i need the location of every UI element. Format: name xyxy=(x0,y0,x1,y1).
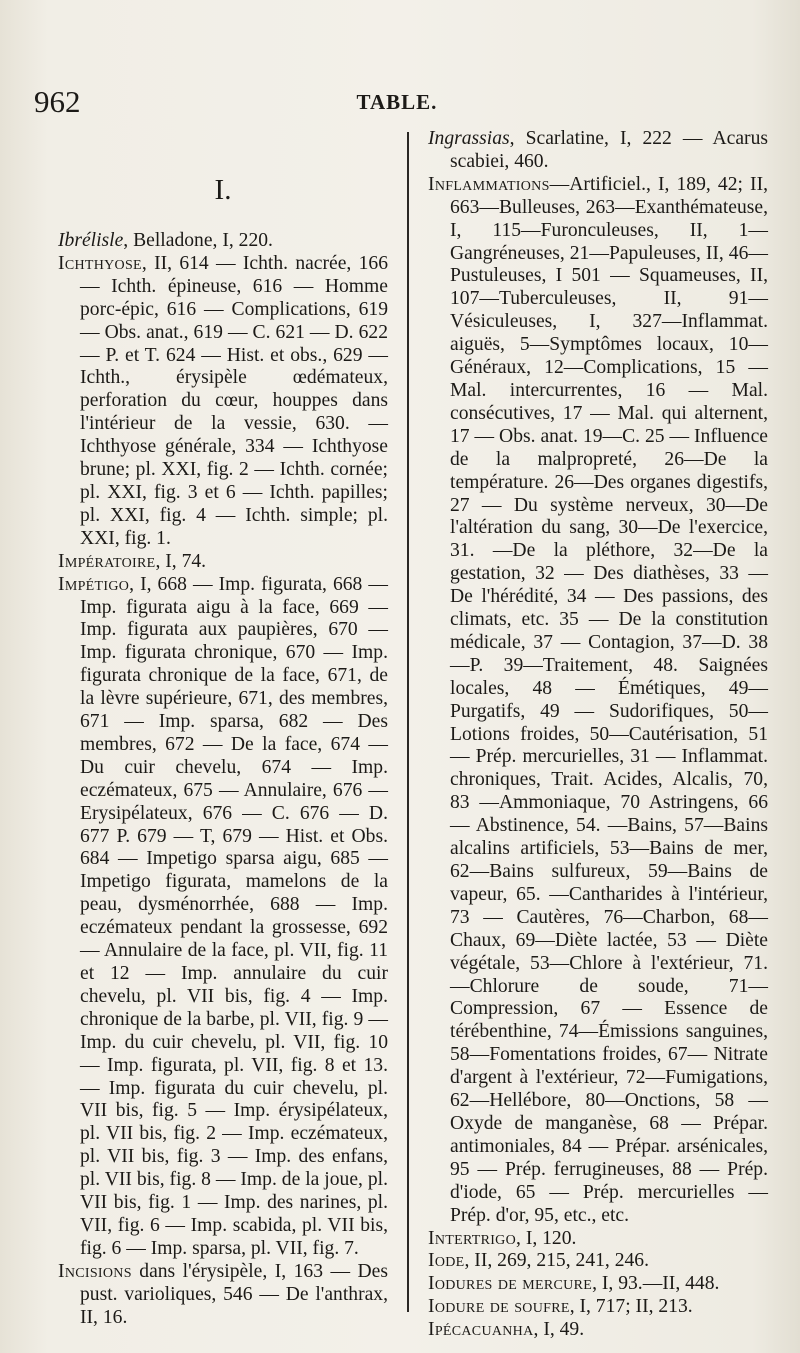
running-title: TABLE. xyxy=(356,90,438,114)
section-letter: I. xyxy=(214,174,232,206)
entry-head: Iodures de mercure xyxy=(428,1273,593,1295)
entry-text: —Artificiel., I, 189, 42; II, 663—Bulleuses, 263—Exanthémateuse, I, 115—Furonculeuses, II, 1—Gangréneuses, 21—Papuleuses, II, 46—Pustuleuses, I 501 — Squameuses, II, 107—Tuberculeuses, II, 91—Vésiculeuses, I, 327—Inflammat. aiguës, 5—Symptômes locaux, 10—Généraux, 12—Complications, 15 — Mal. intercurrentes, 16 — Mal. consécutives, 17 — Mal. qui alternent, 17 — Obs. anat. 19—C. 25 — Influence de la malpropreté, 26—De la température. 26—Des organes digestifs, 27 — Du système nerveux, 30—De l'altération du sang, 30—De l'exercice, 31. —De la pléthore, 32—De la gestation, 32 — Des diathèses, 33 — De l'hérédité, 34 — Des passions, des climats, etc. 35 — De la constitution médicale, 37 — Contagion, 37—D. 38—P. 39—Traitement, 48. Saignées locales, 48 — Émétiques, 49—Purgatifs, 49 — Sudorifiques, 50—Lotions froides, 50—Cautérisation, 51 — Prép. mercurielles, 31 — Inflammat. chroniques, Trait. Acides, Alcalis, 70, 83 —Ammoniaque, 70 Astringens, 66 — Abstinence, 54. —Bains, 57—Bains alcalins artificiels, 53—Bains de mer, 62—Bains sulfureux, 59—Bains de vapeur, 65. —Cantharides à l'intérieur, 73 — Cautères, 76—Charbon, 68—Chaux, 69—Diète lactée, 53 — Diète végétale, 53—Chlore à l'extérieur, 71. —Chlorure de soude, 71—Compression, 67 — Essence de térébenthine, 74—Émissions sanguines, 58—Fomentations froides, 67— Nitrate d'argent à l'extérieur, 72—Fumigations, 62—Hellébore, 80—Onctions, 58 — Oxyde de manganèse, 68 — Prépar. antimoniales, 84 — Prépar. arsénicales, 95 — Prép. ferrugineuses, 88 — Prép. d'iode, 65 — Prép. mercurielles — Prép. d'or, 95, etc., etc. xyxy=(450,173,768,1226)
entry-head: Inflammations xyxy=(428,173,550,195)
entry-head: Ipécacuanha xyxy=(428,1319,534,1341)
page-header xyxy=(34,84,760,124)
entry-text: dans l'érysipèle, I, 163 — Des pust. varioliques, 546 — De l'anthrax, II, 16. xyxy=(80,1260,388,1328)
entry-text: , I, 120. xyxy=(516,1227,577,1249)
left-column xyxy=(58,128,388,1330)
entry-text: , Scarlatine, I, 222 — Acarus scabiei, 460. xyxy=(450,128,768,172)
index-entry xyxy=(58,1261,388,1330)
index-entry xyxy=(428,1250,768,1273)
index-entry xyxy=(428,174,768,1228)
index-entry xyxy=(428,1273,768,1296)
index-entry xyxy=(428,128,768,174)
entry-text: , II, 614 — Ichth. nacrée, 166 — Ichth. épineuse, 616 — Homme porc-épic, 616 — Complications, 619 — Obs. anat., 619 — C. 621 — D. 622 — P. et T. 624 — Hist. et obs., 629 — Ichth., érysipèle œdémateux, perforation du cœur, houppes dans l'intérieur de la vessie, 630. — Ichthyose générale, 334 — Ichthyose brune; pl. XXI, fig. 2 — Ichth. cornée; pl. XXI, fig. 3 et 6 — Ichth. papilles; pl. XXI, fig. 4 — Ichth. simple; pl. XXI, fig. 1. xyxy=(80,252,388,549)
index-entry xyxy=(58,253,388,551)
entry-text: , I, 74. xyxy=(155,550,207,572)
entry-head: Intertrigo xyxy=(428,1227,517,1249)
right-column xyxy=(428,128,768,1342)
entry-text: , I, 49. xyxy=(533,1319,585,1341)
entry-head: Iode xyxy=(428,1250,465,1272)
entry-text: , I, 717; II, 213. xyxy=(569,1296,693,1318)
index-entry xyxy=(58,574,388,1261)
index-entry xyxy=(428,1228,768,1251)
entry-text: , Belladone, I, 220. xyxy=(123,230,273,251)
page-number: 962 xyxy=(34,84,81,119)
entry-text: , II, 269, 215, 241, 246. xyxy=(464,1250,649,1272)
entry-head: Incisions xyxy=(58,1260,132,1282)
column-divider xyxy=(407,132,409,1312)
entry-head: Ichthyose xyxy=(58,252,142,274)
entry-head: Iodure de soufre xyxy=(428,1296,570,1318)
entry-text: , I, 93.—II, 448. xyxy=(592,1273,720,1295)
entry-head: Ibrélisle xyxy=(58,230,124,251)
entry-text: , I, 668 — Imp. figurata, 668 — Imp. figurata aigu à la face, 669 — Imp. figurata aux paupières, 670 — Imp. figurata chronique, 670 — Imp. figurata chronique de la face, 671, de la lèvre supérieure, 671, des membres, 671 — Imp. sparsa, 682 — Des membres, 672 — De la face, 674 — Du cuir chevelu, 674 — Imp. eczémateux, 675 — Annulaire, 676 — Erysipélateux, 676 — C. 676 — D. 677 P. 679 — T, 679 — Hist. et Obs. 684 — Impetigo sparsa aigu, 685 — Impetigo figurata, mamelons de la peau, dysménorrhée, 688 — Imp. eczémateux pendant la grossesse, 692 — Annulaire de la face, pl. VII, fig. 11 et 12 — Imp. annulaire du cuir chevelu, pl. VII bis, fig. 4 — Imp. chronique de la barbe, pl. VII, fig. 9 — Imp. du cuir chevelu, pl. VII, fig. 10 — Imp. figurata, pl. VII, fig. 8 et 13. — Imp. figurata du cuir chevelu, pl. VII bis, fig. 5 — Imp. érysipélateux, pl. VII bis, fig. 2 — Imp. eczémateux, pl. VII bis, fig. 3 — Imp. des enfans, pl. VII bis, fig. 8 — Imp. de la joue, pl. VII bis, fig. 1 — Imp. des narines, pl. VII, fig. 6 — Imp. scabida, pl. VII bis, fig. 6 — Imp. sparsa, pl. VII, fig. 7. xyxy=(80,573,388,1259)
index-entry xyxy=(428,1296,768,1319)
index-entry xyxy=(58,230,388,253)
entry-head: Ingrassias xyxy=(428,128,510,149)
entry-head: Impératoire xyxy=(58,550,156,572)
index-entry xyxy=(58,551,388,574)
entry-head: Impétigo xyxy=(58,573,130,595)
index-entry xyxy=(428,1319,768,1342)
